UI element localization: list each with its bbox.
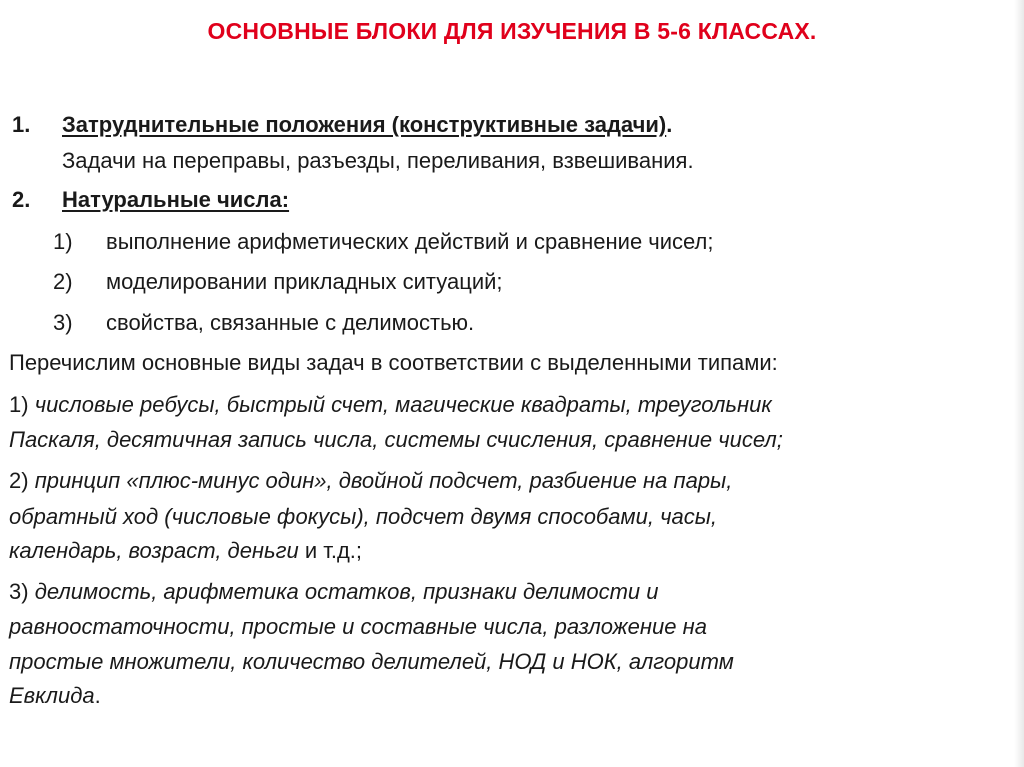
group-2-line-2: обратный ход (числовые фокусы), подсчет двумя способами, часы, (9, 504, 718, 529)
group-3-text-4: Евклида (9, 683, 95, 708)
item-1-heading (62, 112, 672, 138)
group-3-line-2: равноостаточности, простые и составные числа, разложение на (9, 614, 707, 639)
subitem-1-number: 1) (53, 229, 73, 254)
group-3-line-1 (9, 579, 659, 605)
item-2-number: 2. (12, 187, 31, 212)
group-3-text-1: делимость, арифметика остатков, признаки делимости и (34, 579, 659, 604)
group-3-line-4 (9, 683, 101, 709)
subitem-3-text: свойства, связанные с делимостью. (106, 310, 475, 335)
group-1-number: 1) (9, 392, 29, 417)
subitem-3-number: 3) (53, 310, 73, 335)
item-1-heading-tail: . (666, 112, 673, 137)
task-types-intro: Перечислим основные виды задач в соответствии с выделенными типами: (9, 350, 778, 375)
group-1-line-2: Паскаля, десятичная запись числа, системы счисления, сравнение чисел; (9, 427, 783, 452)
subitem-1-text: выполнение арифметических действий и сравнение чисел; (106, 229, 714, 254)
group-2-text-3: календарь, возраст, деньги (9, 538, 299, 563)
slide-right-edge (1014, 0, 1024, 767)
group-3-number: 3) (9, 579, 29, 604)
group-2-line-1 (9, 468, 732, 494)
group-1-line-1 (9, 392, 772, 418)
group-2-number: 2) (9, 468, 29, 493)
group-2-line-3 (9, 538, 362, 564)
group-3-line-3: простые множители, количество делителей, НОД и НОК, алгоритм (9, 649, 734, 674)
group-2-text-1: принцип «плюс-минус один», двойной подсчет, разбиение на пары, (34, 468, 733, 493)
subitem-2-number: 2) (53, 269, 73, 294)
group-1-text-1: числовые ребусы, быстрый счет, магические квадраты, треугольник (34, 392, 772, 417)
item-1-heading-text: Затруднительные положения (конструктивные задачи) (62, 112, 667, 137)
subitem-2-text: моделировании прикладных ситуаций; (106, 269, 503, 294)
slide-title: ОСНОВНЫЕ БЛОКИ ДЛЯ ИЗУЧЕНИЯ В 5-6 КЛАССАХ. (207, 18, 817, 44)
item-2-heading: Натуральные числа: (62, 187, 290, 212)
item-1-number: 1. (12, 112, 31, 137)
item-1-subtext: Задачи на переправы, разъезды, переливания, взвешивания. (62, 148, 694, 173)
group-3-text-4-tail: . (94, 683, 101, 708)
group-2-text-3-tail: и т.д.; (298, 538, 363, 563)
